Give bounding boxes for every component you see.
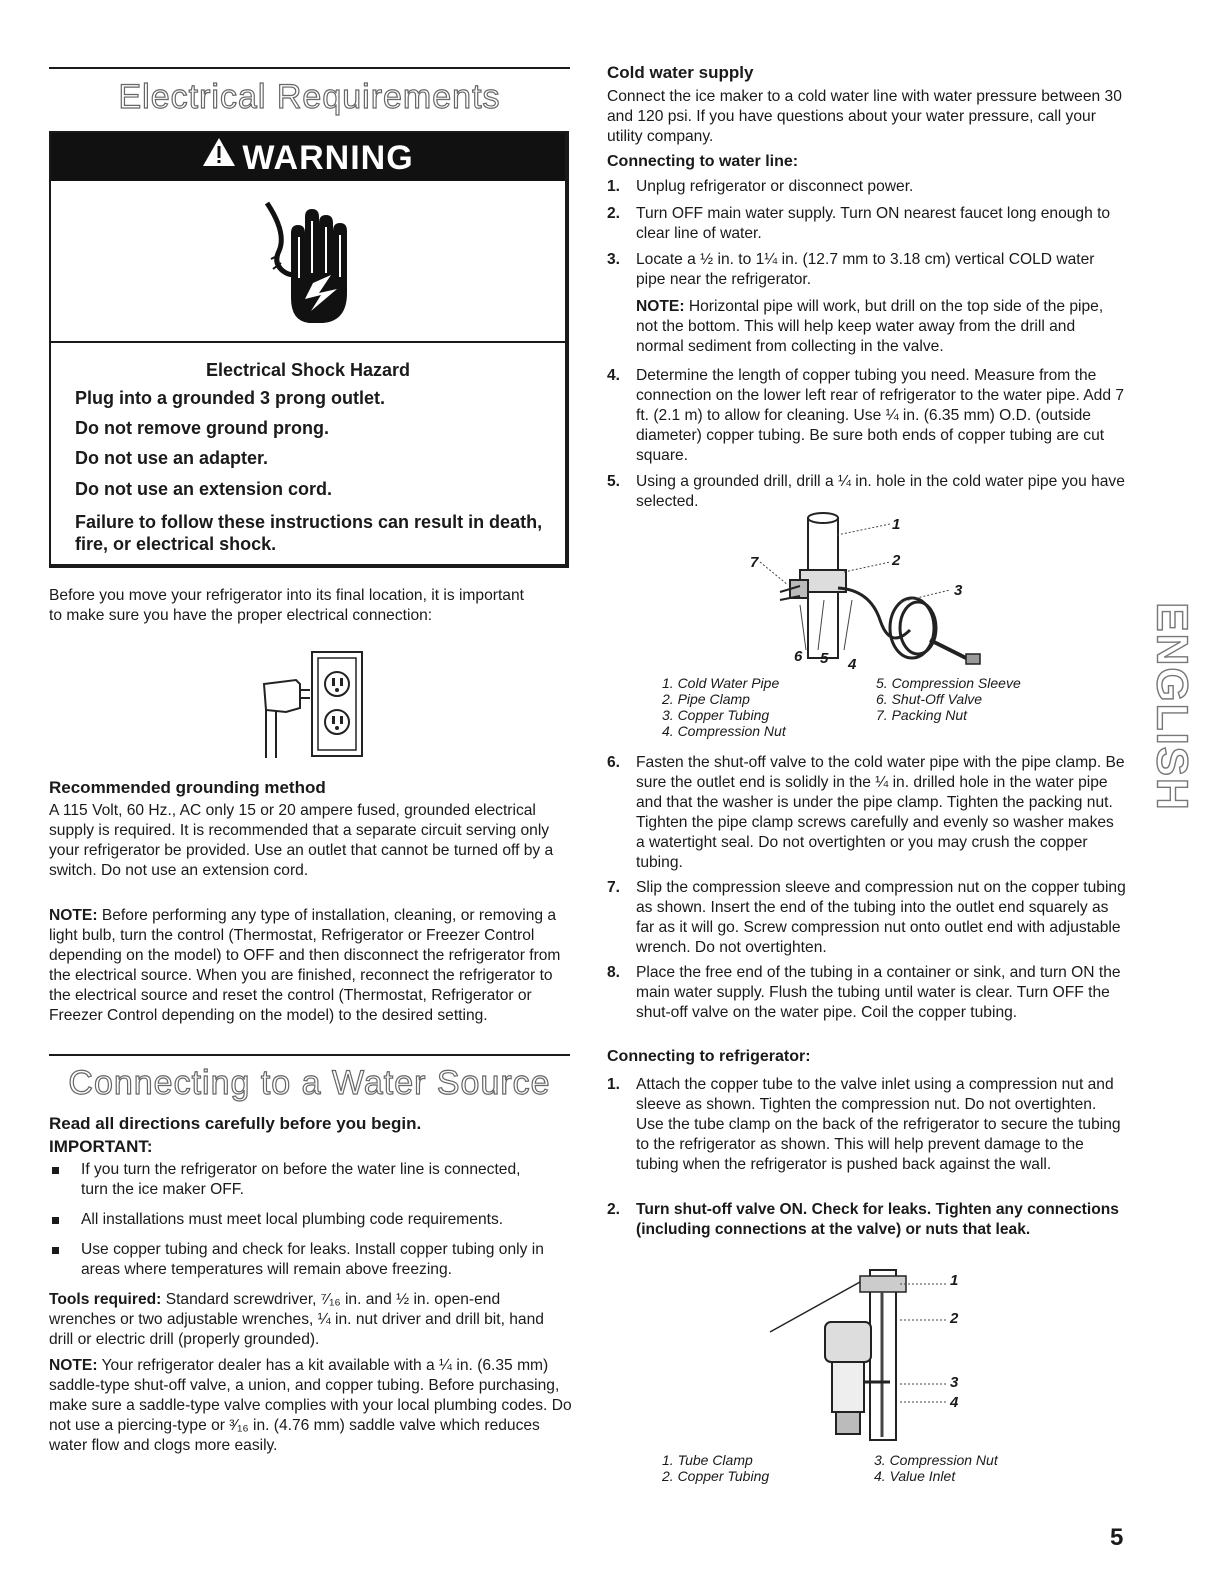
callout-label: 2 (950, 1310, 959, 1327)
step-number: 5. (607, 473, 621, 490)
warning-line-3: Do not use an adapter. (75, 448, 269, 468)
legend-item: 6. Shut-Off Valve (876, 691, 983, 707)
legend-item: 2. Pipe Clamp (662, 691, 750, 707)
note-label: NOTE: (636, 298, 685, 315)
step-text: Place the free end of the tubing in a container or sink, and turn ON the main water supply. Flush the tubing until water is clear. Turn OFF the shut-off valve on the water pipe. Coil the copper tubing. (636, 964, 1121, 1021)
callout-label: 7 (750, 554, 759, 571)
fridge-heading: Connecting to refrigerator: (607, 1048, 811, 1065)
legend-item: 1. Tube Clamp (662, 1452, 753, 1468)
legend-item: 4. Value Inlet (874, 1468, 956, 1484)
warning-triangle-icon (202, 131, 236, 181)
callout-label: 6 (794, 648, 803, 665)
language-tab (1147, 562, 1197, 852)
bullet-icon (52, 1167, 59, 1174)
bullet-icon (52, 1247, 59, 1254)
bullet-text: Use copper tubing and check for leaks. Install copper tubing only in areas where temperatures will remain above freezing. (81, 1241, 544, 1278)
step-number: 4. (607, 367, 621, 384)
warning-line-2: Do not remove ground prong. (75, 418, 329, 438)
warning-box (49, 131, 569, 568)
bullet-icon (52, 1217, 59, 1224)
section-rule (49, 67, 570, 69)
figure-legend (874, 1452, 1074, 1484)
figure-legend (662, 1452, 862, 1484)
important-label: IMPORTANT: (49, 1137, 153, 1156)
warning-line-4: Do not use an extension cord. (75, 479, 333, 499)
step-number: 8. (607, 964, 621, 981)
electrical-note (49, 906, 569, 1026)
legend-item: 2. Copper Tubing (662, 1468, 770, 1484)
note-text: Before performing any type of installation, cleaning, or removing a light bulb, turn the control (Thermostat, Refrigerator or Freezer Control depending on the model) to OFF and then disconnect the refrigerator from the electrical source. When you are finished, reconnect the refrigerator to the electrical source and reset the control (Thermostat, Refrigerator or Freezer Control depending on the model) to the desired setting. (49, 907, 561, 1024)
language-tab-text: ENGLISH (1147, 602, 1197, 812)
legend-item: 3. Compression Nut (874, 1452, 998, 1468)
tools-text: Standard screwdriver, ⁷⁄₁₆ in. and ½ in. open-end wrenches or two adjustable wrenches, ¼ in. nut driver and drill bit, hand drill or electric drill (properly grounded). (49, 1291, 544, 1348)
step-number: 2. (607, 1201, 621, 1218)
step-text: Turn OFF main water supply. Turn ON nearest faucet long enough to clear line of water. (636, 205, 1111, 242)
bullet-text: If you turn the refrigerator on before the water line is connected, turn the ice maker OFF. (81, 1161, 521, 1198)
callout-label: 4 (950, 1394, 959, 1411)
callout-label: 1 (950, 1272, 959, 1289)
callout-label: 3 (954, 582, 963, 599)
step-text: Turn shut-off valve ON. Check for leaks. Tighten any connections (including connections at the valve) or nuts that leak. (636, 1201, 1119, 1238)
grounding-heading: Recommended grounding method (49, 778, 326, 797)
warning-failure: Failure to follow these instructions can result in death, fire, or electrical shock. (75, 512, 543, 554)
valve-inlet-figure (770, 1262, 1000, 1442)
bullet-text: All installations must meet local plumbing code requirements. (81, 1211, 504, 1228)
step-number: 2. (607, 205, 621, 222)
step-number: 1. (607, 178, 621, 195)
legend-item: 7. Packing Nut (876, 707, 968, 723)
warning-line-1: Plug into a grounded 3 prong outlet. (75, 388, 385, 408)
callout-label: 1 (892, 516, 901, 533)
warning-header (51, 133, 565, 181)
warning-divider (51, 341, 565, 343)
outlet-illustration (256, 650, 366, 760)
figure-legend (662, 675, 862, 739)
step-text: Unplug refrigerator or disconnect power. (636, 178, 914, 195)
section-rule (49, 1054, 570, 1056)
legend-item: 5. Compression Sleeve (876, 675, 1021, 691)
kit-note (49, 1356, 574, 1456)
callout-label: 5 (820, 650, 829, 667)
tools-label: Tools required: (49, 1291, 162, 1308)
note-text: Your refrigerator dealer has a kit available with a ¼ in. (6.35 mm) saddle-type shut-off valve, a union, and copper tubing. Before purchasing, make sure a saddle-type valve complies with your local plumbing codes. Do not use a piercing-type or ³⁄₁₆ in. (4.76 mm) saddle valve which reduces water flow and clogs more easily. (49, 1357, 572, 1454)
grounding-text: A 115 Volt, 60 Hz., AC only 15 or 20 ampere fused, grounded electrical supply is required. It is recommended that a separate circuit serving only your refrigerator be provided. Use an outlet that cannot be turned off by a switch. Do not use an extension cord. (49, 802, 554, 879)
step-number: 6. (607, 754, 621, 771)
note-label: NOTE: (49, 1357, 98, 1374)
section-title-electrical: Electrical Requirements (118, 78, 501, 116)
step-number: 1. (607, 1076, 621, 1093)
step3-note (636, 297, 1126, 357)
note-text: Horizontal pipe will work, but drill on the top side of the pipe, not the bottom. This will help keep water away from the drill and normal sediment from collecting in the valve. (636, 298, 1104, 355)
legend-item: 4. Compression Nut (662, 723, 786, 739)
step-text: Using a grounded drill, drill a ¼ in. hole in the cold water pipe you have selected. (636, 473, 1125, 510)
step-text: Slip the compression sleeve and compression nut on the copper tubing as shown. Insert the end of the tubing into the outlet end squarely as far as it will go. Screw compression nut onto outlet end with adjustable wrench. Do not overtighten. (636, 879, 1126, 956)
cold-water-text: Connect the ice maker to a cold water line with water pressure between 30 and 120 psi. If you have questions about your water pressure, call your utility company. (607, 88, 1122, 145)
shutoff-valve-figure (740, 510, 1000, 675)
figure-legend (876, 675, 1076, 723)
note-label: NOTE: (49, 907, 98, 924)
callout-label: 3 (950, 1374, 959, 1391)
water-line-heading: Connecting to water line: (607, 153, 799, 170)
step-text: Determine the length of copper tubing you need. Measure from the connection on the lower left rear of refrigerator to the water pipe. Add 7 ft. (2.1 m) to allow for cleaning. Use ¼ in. (6.35 mm) O.D. (outside diameter) copper tubing. Be sure both ends of copper tubing are cut square. (636, 367, 1125, 464)
legend-item: 1. Cold Water Pipe (662, 675, 780, 691)
warning-label: WARNING (242, 139, 414, 177)
step-text: Locate a ½ in. to 1¼ in. (12.7 mm to 3.18 cm) vertical COLD water pipe near the refrigerator. (636, 251, 1095, 288)
shock-hazard-icon (261, 193, 361, 328)
legend-item: 3. Copper Tubing (662, 707, 770, 723)
page-number: 5 (1110, 1524, 1124, 1551)
hazard-title: Electrical Shock Hazard (205, 360, 411, 380)
callout-label: 4 (848, 656, 857, 673)
electrical-intro: Before you move your refrigerator into its final location, it is important to make sure you have the proper electrical connection: (49, 587, 524, 624)
step-number: 7. (607, 879, 621, 896)
step-number: 3. (607, 251, 621, 268)
tools-required (49, 1290, 569, 1350)
read-all-heading: Read all directions carefully before you begin. (49, 1114, 422, 1133)
section-title-water: Connecting to a Water Source (68, 1064, 551, 1102)
step-text: Attach the copper tube to the valve inlet using a compression nut and sleeve as shown. Tighten the compression nut. Do not overtighten. Use the tube clamp on the back of the refrigerator to secure the tubing to the refrigerator as shown. This will help prevent damage to the tubing when the refrigerator is pushed back against the wall. (636, 1076, 1121, 1173)
cold-water-heading: Cold water supply (607, 63, 754, 82)
step-text: Fasten the shut-off valve to the cold water pipe with the pipe clamp. Be sure the outlet end is solidly in the ¼ in. drilled hole in the water pipe and that the washer is under the pipe clamp. Tighten the packing nut. Tighten the pipe clamp screws carefully and evenly so washer makes a watertight seal. Do not overtighten or you may crush the copper tubing. (636, 754, 1125, 871)
callout-label: 2 (892, 552, 901, 569)
